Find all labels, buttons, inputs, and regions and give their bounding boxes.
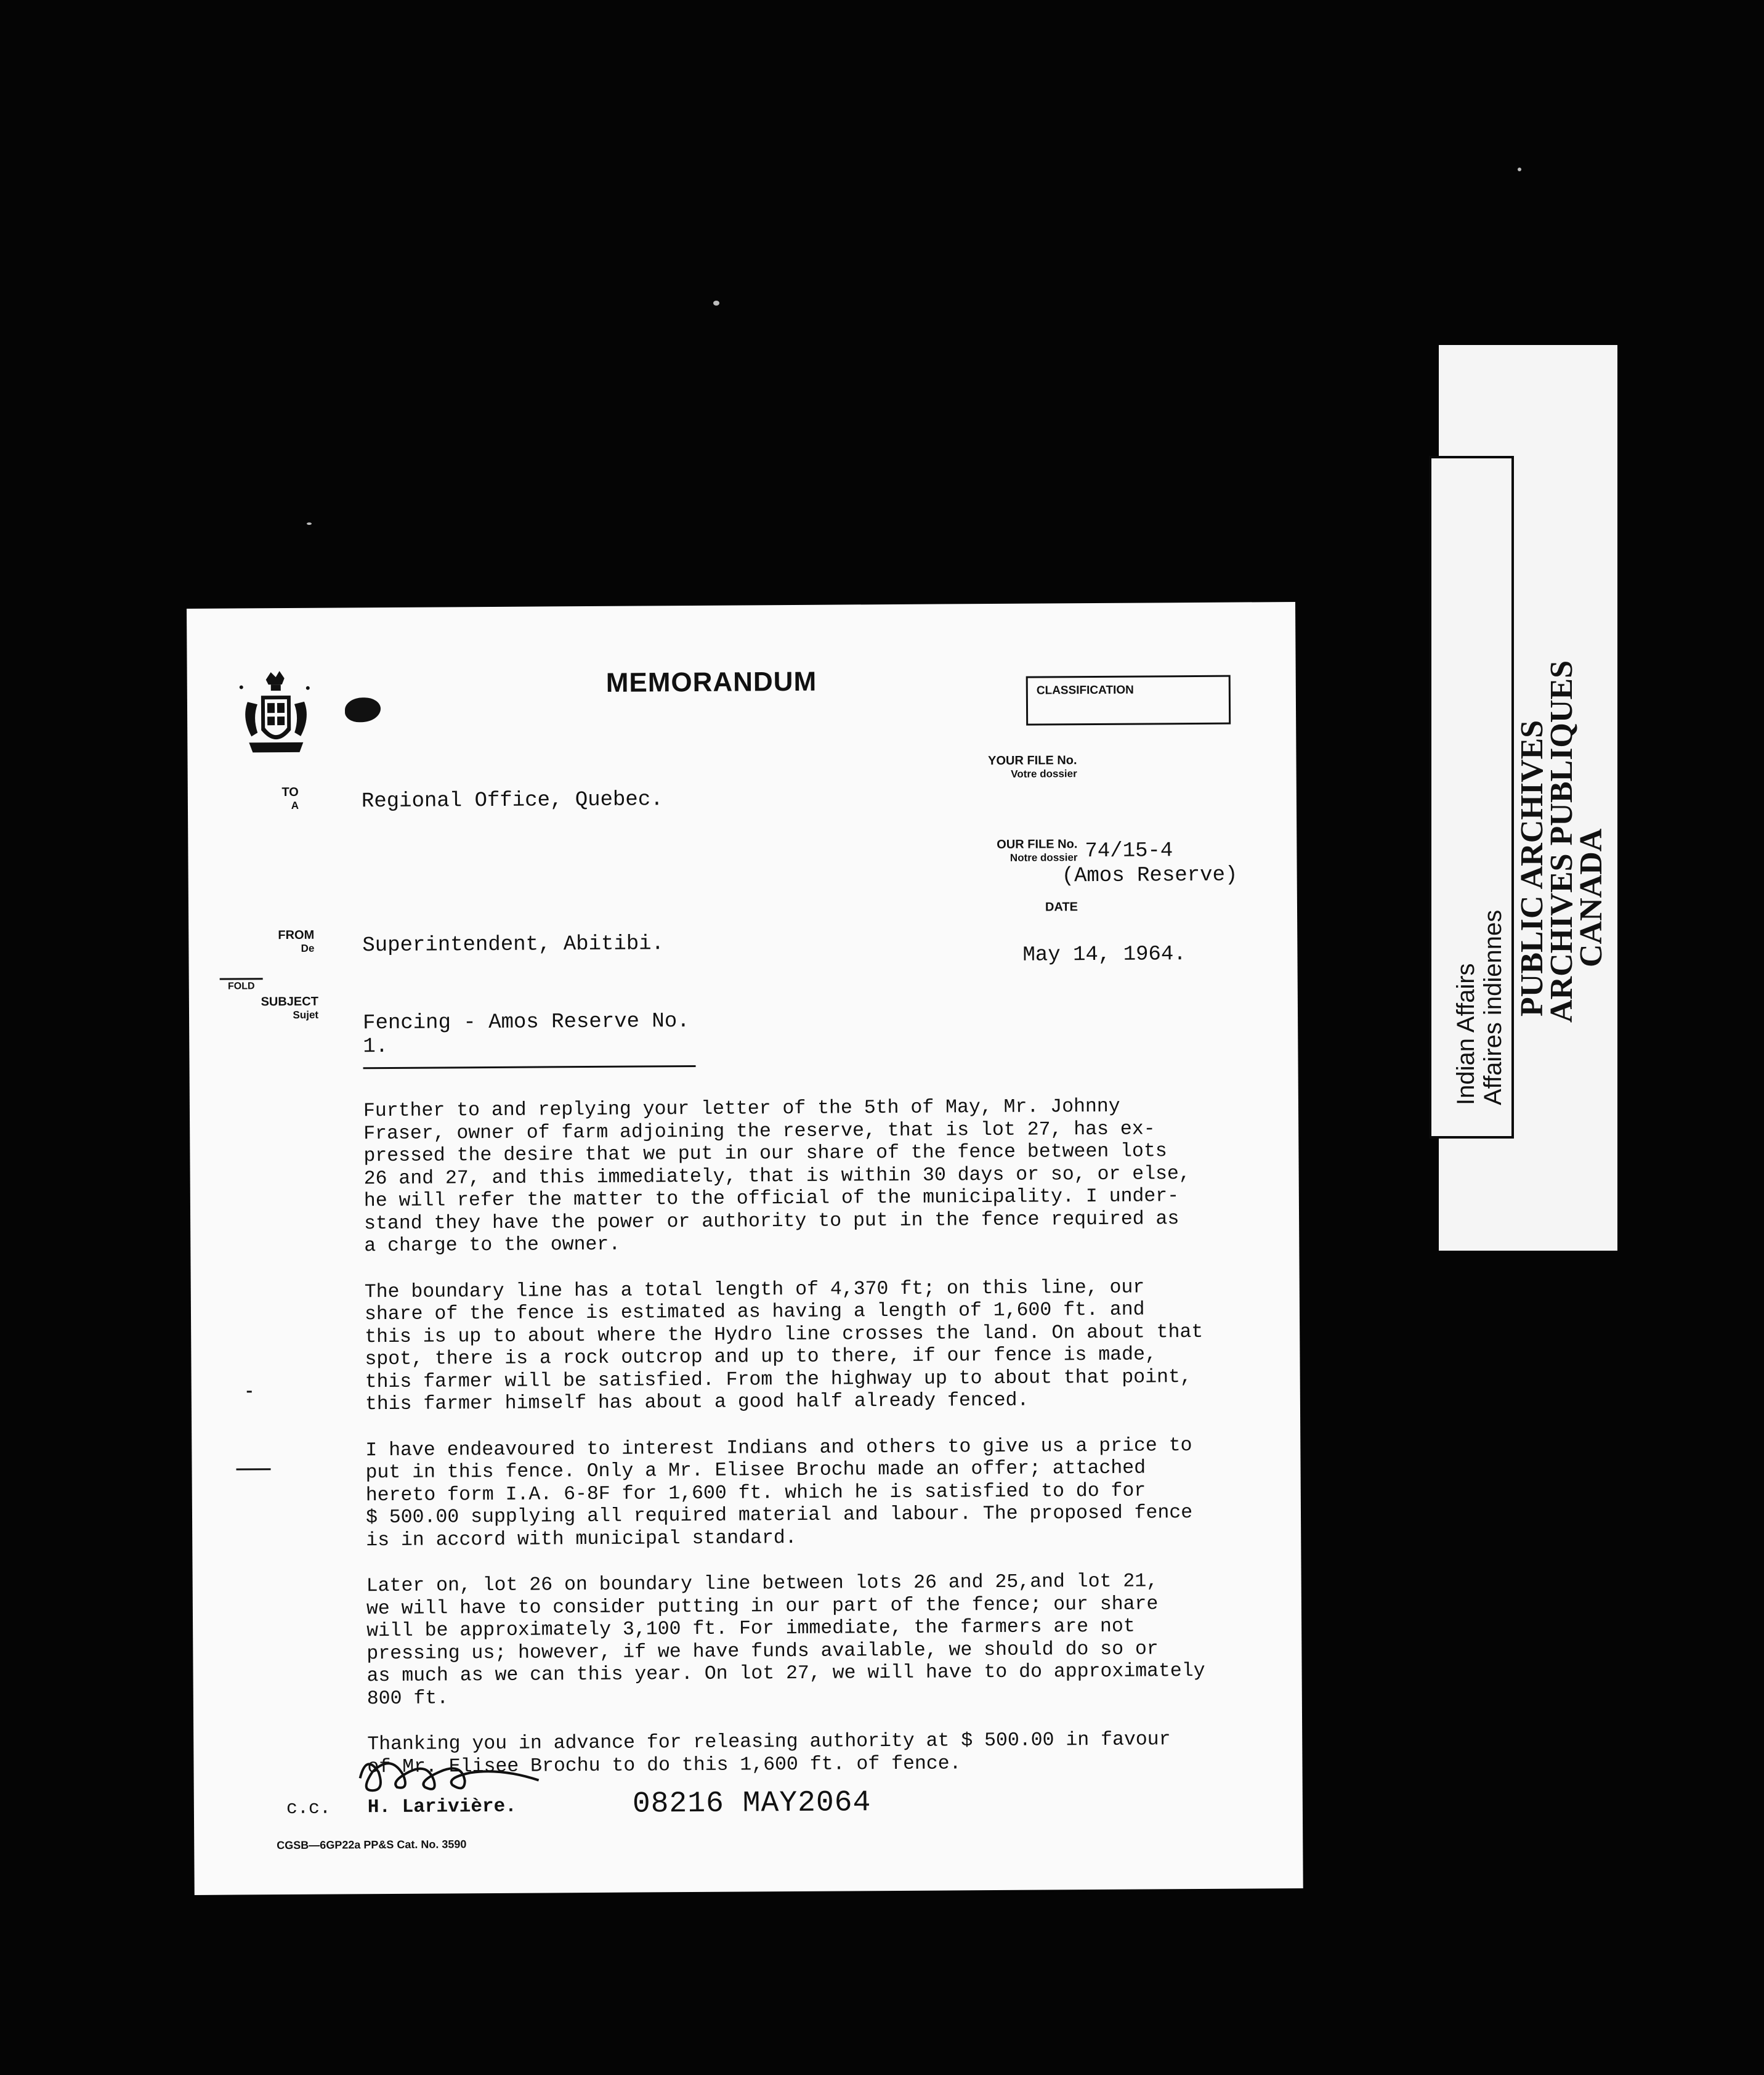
dust-speck <box>713 301 719 306</box>
ink-blot <box>345 697 381 722</box>
margin-dash <box>237 1468 271 1470</box>
cc-label: c.c. <box>286 1798 331 1820</box>
dust-speck <box>307 522 312 525</box>
subject-value: Fencing - Amos Reserve No. 1. <box>363 1010 696 1069</box>
date-value: May 14, 1964. <box>1022 943 1186 967</box>
memorandum-page <box>187 602 1303 1895</box>
department-name-en: Indian Affairs <box>1452 963 1479 1105</box>
body-paragraph: The boundary line has a total length of 4,370 ft; on this line, our share of the fence is estimated as having a length of 1,600 ft. and this is up to about where the Hydro line crosses the land. On about that spot, there is a rock outcrop and up to there, if our fence is made, this farmer will be satisfied. From the highway up to about that point, this farmer himself has about a good half already fenced. <box>364 1277 1204 1416</box>
body-paragraph: Further to and replying your letter of the 5th of May, Mr. Johnny Fraser, owner of farm adjoining the reserve, that is lot 27, has ex- pressed the desire that we put in our share of the fence between lots 26 and 27, and this immediately, that is within 30 days or so, or else, he will refer the matter to the official of the municipality. I under- stand they have the power or authority to put in the fence required as a charge to the owner. <box>363 1095 1191 1257</box>
body-paragraph: I have endeavoured to interest Indians and others to give us a price to put in this fence. Only a Mr. Elisee Brochu made an offer; attached hereto form I.A. 6-8F for 1,600 ft. which he is satisfied to do for $ 500.00 supplying all required material and labour. The proposed fence is in accord with municipal standard. <box>365 1434 1193 1551</box>
archive-title-line-1: PUBLIC ARCHIVES <box>1515 720 1550 1017</box>
to-value: Regional Office, Quebec. <box>361 788 663 814</box>
signatory-name: H. Larivière. <box>367 1795 517 1819</box>
dust-speck <box>1518 168 1521 171</box>
our-file-note: (Amos Reserve) <box>1061 863 1238 888</box>
archive-title-line-3: CANADA <box>1574 828 1609 967</box>
classification-label: CLASSIFICATION <box>1036 683 1134 697</box>
archive-tab-label-panel <box>1429 456 1514 1139</box>
received-stamp: 08216 MAY2064 <box>632 1786 872 1821</box>
fold-mark: FOLD <box>220 978 263 992</box>
form-number: CGSB—6GP22a PP&S Cat. No. 3590 <box>277 1838 467 1852</box>
from-value: Superintendent, Abitibi. <box>362 932 665 958</box>
body-paragraph: Later on, lot 26 on boundary line between lots 26 and 25,and lot 21, we will have to consider putting in our part of the fence; our share will be approximately 3,100 ft. For immediate, the farmers are not pressing us; however, if we have funds available, we should do so or as much as we can this year. On lot 27, we will have to do approximately 800 ft. <box>366 1570 1205 1710</box>
coat-of-arms-crest <box>235 668 316 768</box>
date-label: DATE <box>1045 900 1078 914</box>
classification-box <box>1026 675 1231 726</box>
memo-title: MEMORANDUM <box>605 666 817 698</box>
body-paragraph: Thanking you in advance for releasing authority at $ 500.00 in favour of Mr. Elisee Brochu to do this 1,600 ft. of fence. <box>367 1729 1171 1778</box>
margin-dash <box>247 1391 252 1392</box>
our-file-number: 74/15-4 <box>1085 839 1173 864</box>
your-file-label: YOUR FILE No. Votre dossier <box>988 753 1077 780</box>
memo-body <box>363 1095 1218 1802</box>
department-name-fr: Affaires indiennes <box>1479 909 1507 1105</box>
to-label: TO A <box>281 785 299 811</box>
handwritten-signature <box>354 1746 551 1803</box>
subject-label: SUBJECT Sujet <box>261 994 319 1021</box>
our-file-label: OUR FILE No. Notre dossier <box>997 837 1078 864</box>
archive-title-line-2: ARCHIVES PUBLIQUES <box>1544 660 1579 1023</box>
from-label: FROM De <box>278 928 315 954</box>
